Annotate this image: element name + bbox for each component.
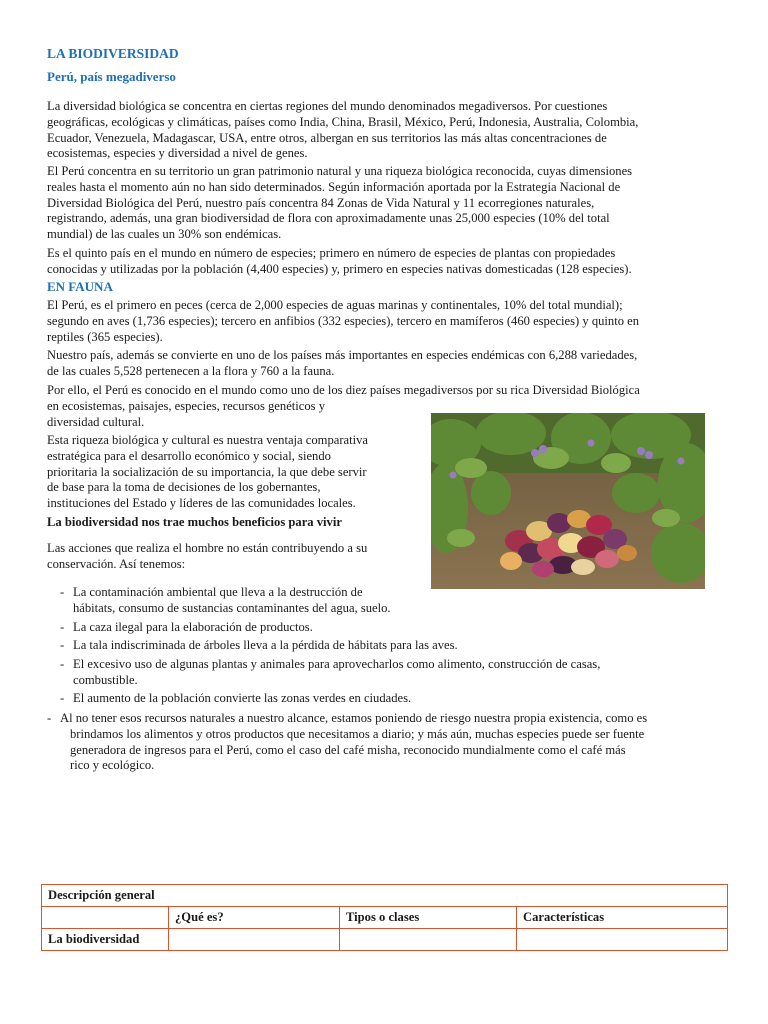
table-row xyxy=(42,929,728,951)
paragraph-patrimonio xyxy=(47,164,632,243)
text-line: El Perú, es el primero en peces (cerca de 2,000 especies de aguas marinas y continentales, 10% del total mundial); xyxy=(47,298,623,312)
text-line: registrando, además, una gran biodiversidad de flora con aproximadamente unas 25,000 especies (10% del total xyxy=(47,211,610,226)
page-title: LA BIODIVERSIDAD xyxy=(47,46,179,61)
table-column-header: Características xyxy=(517,907,728,929)
text-line: El aumento de la población convierte las zonas verdes en ciudades. xyxy=(73,691,412,705)
table-column-header: ¿Qué es? xyxy=(169,907,340,929)
bullet-dash: - xyxy=(47,711,52,725)
table-cell[interactable] xyxy=(517,929,728,951)
text-line: segundo en aves (1,736 especies); tercero en anfibios (332 especies), tercero en mamíferos (460 especies) y quinto en xyxy=(47,313,640,328)
text-line: El Perú concentra en su territorio un gran patrimonio natural y una riqueza biológica reconocida, cuyas dimensiones xyxy=(47,164,633,178)
paragraph-riqueza xyxy=(47,433,368,512)
paragraph-acciones xyxy=(47,541,367,573)
bullet-dash: - xyxy=(60,691,65,705)
bullet-dash: - xyxy=(60,620,65,634)
text-line: Esta riqueza biológica y cultural es nuestra ventaja comparativa xyxy=(47,433,369,447)
fauna-heading: EN FAUNA xyxy=(47,279,113,294)
native-potatoes-photo xyxy=(431,413,705,589)
text-line: combustible. xyxy=(73,672,138,687)
table-cell[interactable] xyxy=(169,929,340,951)
table-row xyxy=(42,885,728,907)
text-line: Ecuador, Venezuela, Madagascar, USA, entre otros, albergan en sus territorios las más altas concentraciones de xyxy=(47,130,607,145)
paragraph-endemicas xyxy=(47,348,637,380)
text-line: conocidas y utilizadas por la población (4,400 especies) y, primero en especies nativas domesticadas (128 especies). xyxy=(47,261,632,276)
bullet-dash: - xyxy=(60,638,65,652)
text-line: Nuestro país, además se convierte en uno de los países más importantes en especies endémicas con 6,288 variedades, xyxy=(47,348,638,362)
benefits-heading xyxy=(47,515,342,531)
text-line: en ecosistemas, paisajes, especies, recursos genéticos y xyxy=(47,398,326,413)
text-line: de base para la toma de decisiones de los gobernantes, xyxy=(47,480,321,495)
description-table xyxy=(41,884,728,951)
text-line: La diversidad biológica se concentra en ciertas regiones del mundo denominados megadiversos. Por cuestiones xyxy=(47,99,608,113)
bullet-dash: - xyxy=(60,585,65,599)
table-column-header: Tipos o clases xyxy=(340,907,517,929)
paragraph-quinto-pais xyxy=(47,246,632,278)
text-line: Diversidad Biológica del Perú, nuestro país concentra 84 Zonas de Vida Natural y 11 ecorregiones naturales, xyxy=(47,195,595,210)
text-line: geográficas, ecológicas y climáticas, países como India, China, Brasil, México, Perú, Indonesia, Australia, Colombia, xyxy=(47,114,639,129)
potatoes-illustration xyxy=(431,413,705,589)
paragraph-megadiversos xyxy=(47,99,638,162)
text-line: reptiles (365 especies). xyxy=(47,329,163,344)
text-line: conservación. Así tenemos: xyxy=(47,556,186,571)
text-line: La tala indiscriminada de árboles lleva a la pérdida de hábitats para las aves. xyxy=(73,638,458,652)
table-cell xyxy=(42,907,169,929)
text-line: Al no tener esos recursos naturales a nuestro alcance, estamos poniendo de riesgo nuestra propia existencia, como es xyxy=(60,711,648,725)
table-row xyxy=(42,907,728,929)
text-line: Es el quinto país en el mundo en número de especies; primero en número de especies de plantas con propiedades xyxy=(47,246,616,260)
text-line: mundial) de las cuales un 30% son endémicas. xyxy=(47,227,282,242)
text-line: estratégica para el desarrollo económico y social, siendo xyxy=(47,448,331,463)
text-line: ecosistemas, especies y diversidad a nivel de genes. xyxy=(47,146,308,161)
text-line: La caza ilegal para la elaboración de productos. xyxy=(73,620,313,634)
text-line: rico y ecológico. xyxy=(70,758,155,773)
table-row-label: La biodiversidad xyxy=(42,929,169,951)
text-line: generadora de ingresos para el Perú, como el caso del café misha, reconocido mundialmente como el café más xyxy=(70,742,626,757)
paragraph-fauna xyxy=(47,298,639,345)
text-line: Por ello, el Perú es conocido en el mundo como uno de los diez países megadiversos por su rica Diversidad Biológica xyxy=(47,383,640,397)
text-line: prioritaria la socialización de su importancia, la que debe servir xyxy=(47,464,367,479)
text-line: reales hasta el momento aún no han sido determinados. Según información aportada por la Estrategia Nacional de xyxy=(47,179,621,194)
table-header-cell: Descripción general xyxy=(42,885,728,907)
text-line: El excesivo uso de algunas plantas y animales para aprovecharlos como alimento, construcción de casas, xyxy=(73,657,601,671)
text-line: La contaminación ambiental que lleva a la destrucción de xyxy=(73,585,363,599)
text-line: diversidad cultural. xyxy=(47,414,145,429)
text-line: Las acciones que realiza el hombre no están contribuyendo a su xyxy=(47,541,368,555)
text-line: instituciones del Estado y líderes de las comunidades locales. xyxy=(47,496,356,511)
text-line: de las cuales 5,528 pertenecen a la flora y 760 a la fauna. xyxy=(47,363,335,378)
page-subtitle: Perú, país megadiverso xyxy=(47,69,176,84)
text-line: brindamos los alimentos y otros productos que necesitamos a diario; y más aún, muchas especies puede ser fuente xyxy=(70,726,645,741)
table-cell[interactable] xyxy=(340,929,517,951)
bullet-dash: - xyxy=(60,657,65,671)
text-line: La biodiversidad nos trae muchos beneficios para vivir xyxy=(47,515,342,529)
text-line: hábitats, consumo de sustancias contaminantes del agua, suelo. xyxy=(73,600,391,615)
